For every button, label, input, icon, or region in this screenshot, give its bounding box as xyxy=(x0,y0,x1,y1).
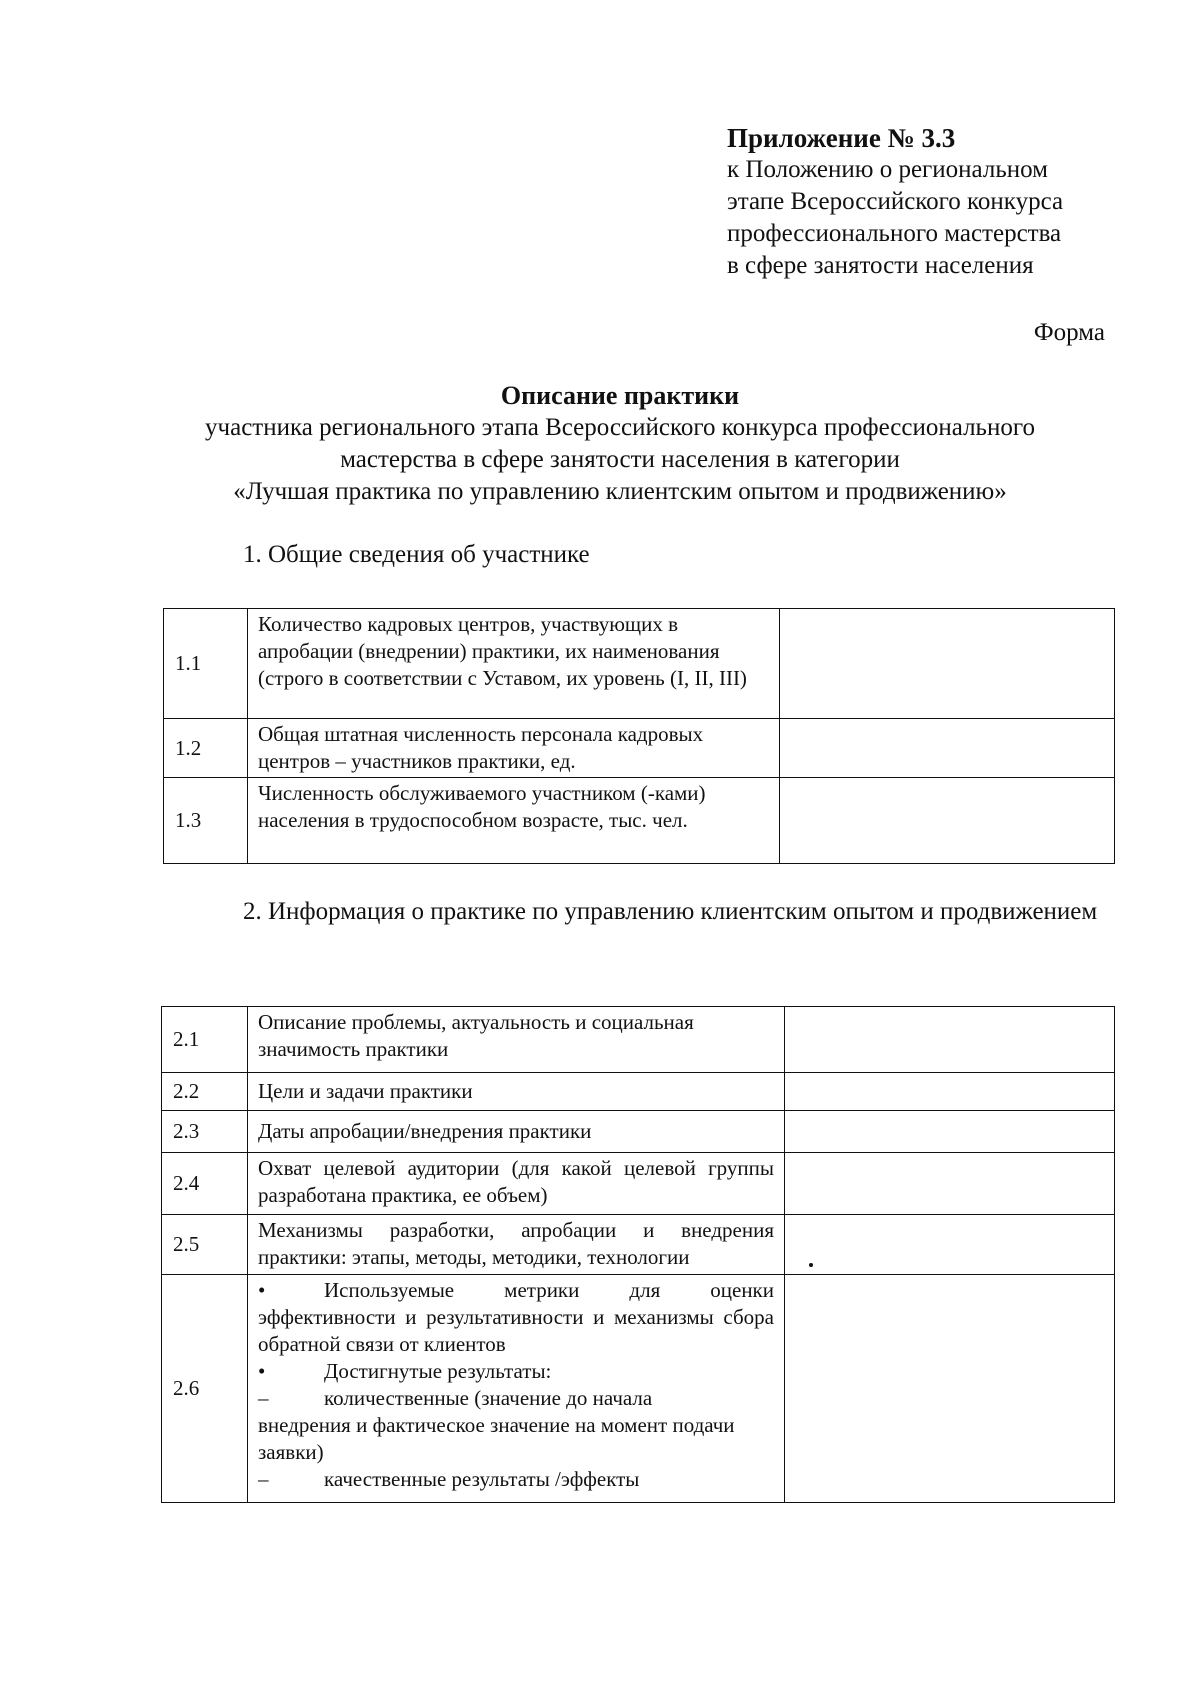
list-item-text: Достигнутые результаты: xyxy=(324,1359,552,1383)
row-value-cell[interactable] xyxy=(785,1215,1115,1275)
row-description: Количество кадровых центров, участвующих в апробации (внедрении) практики, их наименования (строго в соответствии с Уставом, их уровень (I, II, III) xyxy=(248,609,780,719)
list-item-continuation: внедрения и фактическое значение на момент подачи заявки) xyxy=(258,1413,735,1464)
row-number: 2.6 xyxy=(162,1275,248,1503)
row-number: 1.1 xyxy=(164,609,248,719)
appendix-line: в сфере занятости населения xyxy=(727,252,1034,279)
row-description: Численность обслуживаемого участником (-ками) населения в трудоспособном возрасте, тыс. чел. xyxy=(248,778,780,864)
appendix-title: Приложение № 3.3 xyxy=(727,123,956,153)
list-item xyxy=(258,1385,774,1412)
list-item-text: количественные (значение до начала xyxy=(324,1386,653,1410)
table-row xyxy=(162,1153,1115,1215)
row-value-cell[interactable] xyxy=(785,1111,1115,1153)
general-info-table xyxy=(163,608,1115,864)
row-number: 2.4 xyxy=(162,1153,248,1215)
row-number: 1.2 xyxy=(164,719,248,778)
table-row xyxy=(162,1275,1115,1503)
row-value-cell[interactable] xyxy=(785,1275,1115,1503)
stray-mark xyxy=(809,1263,813,1267)
table-row xyxy=(164,778,1115,864)
table-row xyxy=(162,1215,1115,1275)
appendix-block xyxy=(727,122,1063,282)
row-description: Даты апробации/внедрения практики xyxy=(248,1111,785,1153)
bullet-icon: • xyxy=(258,1359,266,1383)
table-row xyxy=(164,719,1115,778)
form-label: Форма xyxy=(1033,319,1105,346)
list-item xyxy=(258,1277,774,1304)
document-subtitle-line: «Лучшая практика по управлению клиентским опытом и продвижению» xyxy=(233,478,1007,505)
row-description: Охват целевой аудитории (для какой целевой группы разработана практика, ее объем) xyxy=(248,1153,785,1215)
table-row xyxy=(164,609,1115,719)
section-1-heading: 1. Общие сведения об участнике xyxy=(243,541,590,568)
table-row xyxy=(162,1007,1115,1073)
list-item xyxy=(258,1466,774,1493)
row-value-cell[interactable] xyxy=(785,1007,1115,1073)
document-subtitle-line: мастерства в сфере занятости населения в категории xyxy=(340,446,900,473)
document-title: Описание практики xyxy=(500,381,740,410)
bullet-icon: • xyxy=(258,1278,266,1302)
dash-icon: – xyxy=(258,1386,269,1410)
row-value-cell[interactable] xyxy=(785,1073,1115,1111)
practice-info-table xyxy=(161,1006,1115,1503)
row-number: 2.2 xyxy=(162,1073,248,1111)
row-description xyxy=(248,1275,785,1503)
row-value-cell[interactable] xyxy=(780,778,1115,864)
row-number: 2.5 xyxy=(162,1215,248,1275)
appendix-line: профессионального мастерства xyxy=(727,220,1062,247)
row-description: Цели и задачи практики xyxy=(248,1073,785,1111)
appendix-line: этапе Всероссийского конкурса xyxy=(727,188,1064,215)
document-title-block xyxy=(120,380,1120,508)
row-number: 2.3 xyxy=(162,1111,248,1153)
row-number: 2.1 xyxy=(162,1007,248,1073)
list-item-text: качественные результаты /эффекты xyxy=(324,1467,640,1491)
section-2-heading: 2. Информация о практике по управлению клиентским опытом и продвижением xyxy=(243,898,1098,925)
row-description: Описание проблемы, актуальность и социальная значимость практики xyxy=(248,1007,785,1073)
row-value-cell[interactable] xyxy=(780,609,1115,719)
list-item xyxy=(258,1358,774,1385)
row-number: 1.3 xyxy=(164,778,248,864)
list-item-text: Используемые метрики для оценки xyxy=(324,1278,774,1302)
row-value-cell[interactable] xyxy=(780,719,1115,778)
table-row xyxy=(162,1111,1115,1153)
row-value-cell[interactable] xyxy=(785,1153,1115,1215)
table-row xyxy=(162,1073,1115,1111)
appendix-line: к Положению о региональном xyxy=(727,156,1048,183)
list-item-continuation: эффективности и результативности и механизмы сбора обратной связи от клиентов xyxy=(258,1305,774,1356)
row-description: Механизмы разработки, апробации и внедрения практики: этапы, методы, методики, технологии xyxy=(248,1215,785,1275)
dash-icon: – xyxy=(258,1467,269,1491)
row-description: Общая штатная численность персонала кадровых центров – участников практики, ед. xyxy=(248,719,780,778)
document-subtitle-line: участника регионального этапа Всероссийского конкурса профессионального xyxy=(205,414,1035,441)
